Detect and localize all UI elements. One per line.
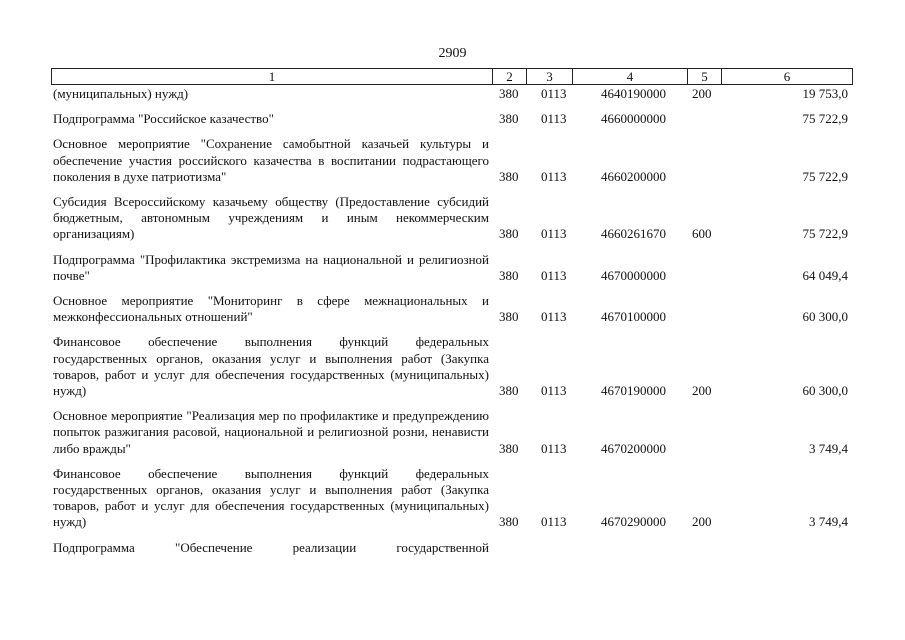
row-glav: 380 bbox=[499, 514, 519, 530]
table-row bbox=[53, 86, 853, 102]
row-cs: 4670290000 bbox=[601, 514, 666, 530]
row-sum: 75 722,9 bbox=[802, 226, 848, 242]
row-rz: 0113 bbox=[541, 111, 567, 127]
row-name: (муниципальных) нужд) bbox=[53, 86, 189, 101]
row-cs: 4660000000 bbox=[601, 111, 666, 127]
row-sum: 19 753,0 bbox=[802, 86, 848, 101]
row-vr: 200 bbox=[692, 383, 712, 399]
row-name: Финансовое обеспечение выполнения функций федеральных государственных органов, оказания услуг и выполнения работ (Закупка товаров, работ и услуг для обеспечения государственных (муниципальных) нужд) bbox=[53, 465, 489, 530]
column-header-2: 2 bbox=[493, 69, 527, 85]
row-sum: 75 722,9 bbox=[802, 168, 848, 184]
row-name: Основное мероприятие "Мониторинг в сфере межнациональных и межконфессиональных отношений" bbox=[53, 293, 489, 325]
column-header-6: 6 bbox=[722, 69, 853, 85]
column-header-4: 4 bbox=[573, 69, 688, 85]
column-header-1: 1 bbox=[52, 69, 493, 85]
row-sum: 75 722,9 bbox=[802, 111, 848, 127]
page-number: 2909 bbox=[438, 46, 467, 61]
row-glav: 380 bbox=[499, 383, 519, 399]
column-header-3: 3 bbox=[527, 69, 573, 85]
row-glav: 380 bbox=[499, 226, 519, 242]
row-vr: 200 bbox=[692, 86, 712, 101]
row-glav: 380 bbox=[499, 111, 519, 127]
row-glav: 380 bbox=[499, 168, 519, 184]
table-row bbox=[53, 466, 853, 531]
column-header-5: 5 bbox=[688, 69, 722, 85]
row-rz: 0113 bbox=[541, 226, 567, 242]
table-row bbox=[53, 293, 853, 325]
row-cs: 4670000000 bbox=[601, 267, 666, 283]
row-cs: 4670200000 bbox=[601, 440, 666, 456]
row-cs: 4670100000 bbox=[601, 309, 666, 325]
row-sum: 60 300,0 bbox=[802, 309, 848, 325]
row-rz: 0113 bbox=[541, 309, 567, 325]
row-sum: 3 749,4 bbox=[809, 440, 848, 456]
budget-table-body bbox=[53, 86, 853, 565]
row-sum: 64 049,4 bbox=[802, 267, 848, 283]
row-rz: 0113 bbox=[541, 383, 567, 399]
row-name: Основное мероприятие "Реализация мер по профилактике и предупреждению попыток разжигания расовой, национальной и религиозной розни, ненависти либо вражды" bbox=[53, 408, 489, 456]
row-vr: 600 bbox=[692, 226, 712, 242]
row-cs: 4640190000 bbox=[601, 86, 666, 101]
row-rz: 0113 bbox=[541, 86, 567, 101]
row-vr: 200 bbox=[692, 514, 712, 530]
row-glav: 380 bbox=[499, 309, 519, 325]
row-glav: 380 bbox=[499, 440, 519, 456]
row-glav: 380 bbox=[499, 267, 519, 283]
row-rz: 0113 bbox=[541, 514, 567, 530]
table-row bbox=[53, 540, 853, 556]
table-row bbox=[53, 252, 853, 284]
row-name: Подпрограмма "Российское казачество" bbox=[53, 111, 274, 127]
row-name: Подпрограмма "Профилактика экстремизма на национальной и религиозной почве" bbox=[53, 251, 489, 283]
column-header-row bbox=[52, 69, 853, 85]
column-header-table bbox=[51, 68, 853, 85]
table-row bbox=[53, 194, 853, 243]
table-row bbox=[53, 334, 853, 399]
table-row bbox=[53, 111, 853, 127]
row-rz: 0113 bbox=[541, 267, 567, 283]
row-cs: 4660200000 bbox=[601, 168, 666, 184]
row-sum: 3 749,4 bbox=[809, 514, 848, 530]
row-name: Субсидия Всероссийскому казачьему обществу (Предоставление субсидий бюджетным, автономным учреждениям и иным некоммерческим организациям) bbox=[53, 194, 489, 242]
row-cs: 4670190000 bbox=[601, 383, 666, 399]
row-rz: 0113 bbox=[541, 168, 567, 184]
table-row bbox=[53, 408, 853, 457]
row-name: Финансовое обеспечение выполнения функций федеральных государственных органов, оказания услуг и выполнения работ (Закупка товаров, работ и услуг для обеспечения государственных (муниципальных) нужд) bbox=[53, 334, 489, 399]
row-glav: 380 bbox=[499, 86, 519, 101]
row-rz: 0113 bbox=[541, 440, 567, 456]
row-name: Основное мероприятие "Сохранение самобытной казачьей культуры и обеспечение участия российского казачества в воспитании подрастающего поколения в духе патриотизма" bbox=[53, 136, 489, 184]
row-name: Подпрограмма "Обеспечение реализации государственной bbox=[53, 539, 489, 555]
table-row bbox=[53, 136, 853, 185]
row-sum: 60 300,0 bbox=[802, 383, 848, 399]
row-cs: 4660261670 bbox=[601, 226, 666, 242]
